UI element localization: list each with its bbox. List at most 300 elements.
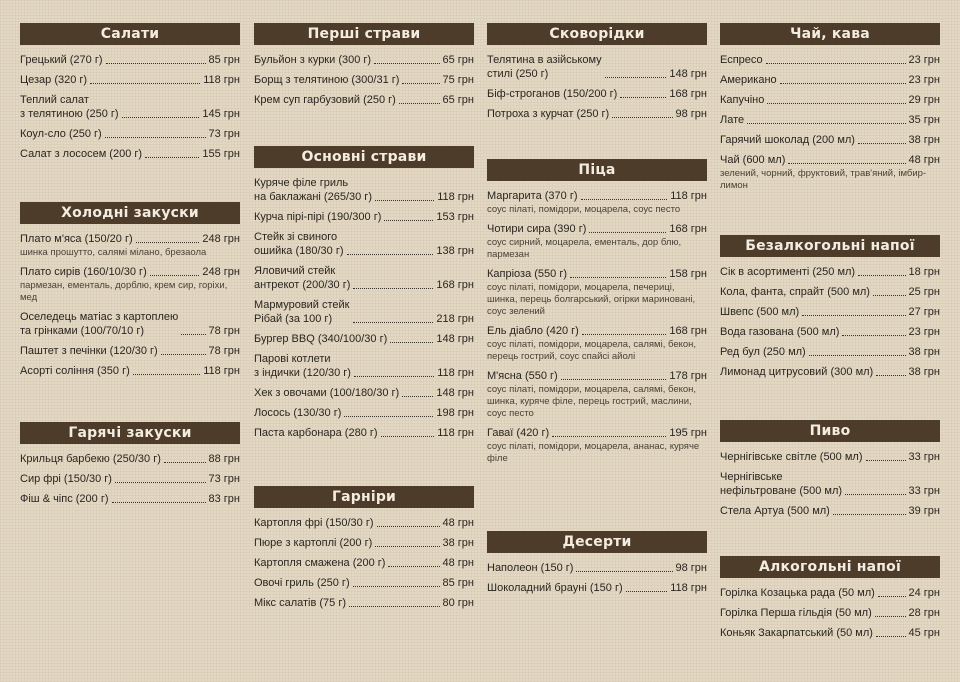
item-price: 153 грн	[436, 211, 474, 223]
dotted-leader	[164, 462, 206, 463]
item-name: Еспресо	[720, 54, 763, 66]
menu-item-row	[720, 93, 940, 107]
item-name	[487, 53, 602, 81]
item-price: 248 грн	[202, 233, 240, 245]
menu-item	[720, 113, 940, 127]
item-price: 38 грн	[908, 366, 940, 378]
menu-item	[720, 73, 940, 87]
section-title: Чай, кава	[720, 23, 940, 45]
menu-item	[20, 310, 240, 338]
item-name	[720, 470, 842, 498]
item-price: 48 грн	[908, 154, 940, 166]
menu-item	[20, 344, 240, 358]
menu-item	[720, 586, 940, 600]
dotted-leader	[344, 416, 433, 417]
menu-item-list	[487, 561, 707, 595]
item-name-line: Рібай (за 100 г)	[254, 313, 333, 325]
item-name-line: Стейк зі свиного	[254, 231, 338, 243]
item-price: 85 грн	[442, 577, 474, 589]
menu-item-row	[254, 406, 474, 420]
menu-item	[720, 325, 940, 339]
menu-item-row	[720, 53, 940, 67]
menu-item-list	[254, 176, 474, 440]
menu-item-row	[20, 364, 240, 378]
section-title: Безалкогольні напої	[720, 235, 940, 257]
item-price: 78 грн	[208, 325, 240, 337]
item-price: 178 грн	[669, 370, 707, 382]
item-price: 38 грн	[908, 346, 940, 358]
menu-item	[20, 265, 240, 304]
menu-item-row	[20, 147, 240, 161]
item-name: Сік в асортименті (250 мл)	[720, 266, 856, 278]
menu-item	[254, 556, 474, 570]
section-title: Піца	[487, 159, 707, 181]
item-price: 29 грн	[908, 94, 940, 106]
dotted-leader	[873, 295, 906, 296]
menu-item-list	[487, 53, 707, 121]
item-description: соус пілаті, помідори, моцарела, печериці, шинка, перець болгарський, огірки мариновані, соус зелений	[487, 282, 696, 317]
dotted-leader	[133, 374, 200, 375]
item-price: 39 грн	[908, 505, 940, 517]
menu-item-row	[720, 305, 940, 319]
item-name: Біф-строганов (150/200 г)	[487, 88, 618, 100]
item-name: Плато сирів (160/10/30 г)	[20, 266, 147, 278]
menu-item	[254, 230, 474, 258]
item-price: 218 грн	[436, 313, 474, 325]
menu-item-row	[720, 586, 940, 600]
menu-item-list	[720, 586, 940, 640]
dotted-leader	[402, 396, 433, 397]
item-price: 38 грн	[442, 537, 474, 549]
item-price: 155 грн	[202, 148, 240, 160]
item-price: 138 грн	[436, 245, 474, 257]
dotted-leader	[766, 63, 906, 64]
menu-item-row	[487, 189, 707, 203]
menu-item-row	[487, 222, 707, 236]
menu-item	[720, 626, 940, 640]
menu-item	[254, 264, 474, 292]
section-bezalk	[720, 235, 940, 385]
dotted-leader	[866, 460, 906, 461]
item-price: 80 грн	[442, 597, 474, 609]
menu-item	[254, 596, 474, 610]
menu-item-list	[20, 452, 240, 506]
dotted-leader	[589, 232, 666, 233]
dotted-leader	[161, 354, 206, 355]
section-title: Салати	[20, 23, 240, 45]
dotted-leader	[381, 436, 435, 437]
dotted-leader	[377, 526, 440, 527]
item-price: 118 грн	[203, 74, 240, 86]
dotted-leader	[576, 571, 672, 572]
dotted-leader	[833, 514, 906, 515]
menu-item-row	[720, 325, 940, 339]
item-price: 118 грн	[437, 427, 474, 439]
menu-item-row	[20, 344, 240, 358]
item-description: соус сирний, моцарела, ементаль, дор блю, пармезан	[487, 237, 682, 260]
section-harniry	[254, 486, 474, 616]
menu-item	[720, 133, 940, 147]
section-skovoridky	[487, 23, 707, 127]
item-price: 118 грн	[203, 365, 240, 377]
menu-item	[720, 606, 940, 620]
menu-item-row	[720, 606, 940, 620]
item-price: 35 грн	[908, 114, 940, 126]
menu-item-row	[487, 561, 707, 575]
section-title: Перші страви	[254, 23, 474, 45]
menu-item	[254, 176, 474, 204]
item-price: 65 грн	[442, 94, 474, 106]
section-kholodni	[20, 202, 240, 384]
item-price: 168 грн	[669, 223, 707, 235]
item-name-line: з телятиною (250 г)	[20, 108, 119, 120]
item-price: 78 грн	[208, 345, 240, 357]
item-description: шинка прошутто, салямі мілано, брезаола	[20, 247, 207, 258]
menu-item-row	[20, 93, 240, 121]
item-name: М'ясна (550 г)	[487, 370, 558, 382]
item-price: 73 грн	[208, 473, 240, 485]
item-price: 148 грн	[669, 68, 707, 80]
menu-item	[254, 298, 474, 326]
item-name-line: антрекот (200/30 г)	[254, 279, 351, 291]
section-alk	[720, 556, 940, 646]
item-name: Овочі гриль (250 г)	[254, 577, 350, 589]
item-description: соус пілаті, помідори, моцарела, соус песто	[487, 204, 681, 215]
dotted-leader	[802, 315, 905, 316]
dotted-leader	[112, 502, 206, 503]
item-price: 118 грн	[437, 191, 474, 203]
dotted-leader	[845, 494, 905, 495]
menu-item	[720, 450, 940, 464]
menu-item	[487, 189, 707, 216]
menu-item	[487, 369, 707, 420]
dotted-leader	[354, 376, 434, 377]
item-name	[20, 93, 119, 121]
item-price: 98 грн	[675, 562, 707, 574]
menu-item-row	[720, 450, 940, 464]
item-price: 48 грн	[442, 557, 474, 569]
item-price: 45 грн	[908, 627, 940, 639]
dotted-leader	[767, 103, 905, 104]
menu-item-row	[487, 369, 707, 383]
menu-item-row	[720, 285, 940, 299]
menu-item-row	[20, 127, 240, 141]
dotted-leader	[620, 97, 666, 98]
item-price: 23 грн	[908, 74, 940, 86]
item-name-line: Куряче філе гриль	[254, 177, 349, 189]
item-price: 23 грн	[908, 326, 940, 338]
item-name: Коньяк Закарпатський (50 мл)	[720, 627, 873, 639]
menu-item	[254, 93, 474, 107]
menu-item-row	[487, 107, 707, 121]
menu-item-list	[720, 265, 940, 379]
item-name: Стела Артуа (500 мл)	[720, 505, 830, 517]
item-name-line: Мармуровий стейк	[254, 299, 350, 311]
menu-item-row	[487, 267, 707, 281]
menu-item	[20, 93, 240, 121]
menu-item-row	[20, 265, 240, 279]
item-name: Чернігівське світле (500 мл)	[720, 451, 863, 463]
menu-item	[487, 87, 707, 101]
item-name-line: Парові котлети	[254, 353, 331, 365]
item-price: 48 грн	[442, 517, 474, 529]
menu-item-row	[254, 352, 474, 380]
section-osnovni	[254, 146, 474, 446]
dotted-leader	[136, 242, 200, 243]
dotted-leader	[145, 157, 199, 158]
item-description: соус пілаті, помідори, моцарела, салямі, бекон, шинка, куряче філе, перець гострий, маслини, соус песто	[487, 384, 697, 419]
item-name: Сир фрі (150/30 г)	[20, 473, 112, 485]
menu-item-row	[254, 298, 474, 326]
menu-item-row	[720, 133, 940, 147]
dotted-leader	[390, 342, 433, 343]
item-name: Асорті соління (350 г)	[20, 365, 130, 377]
item-price: 118 грн	[670, 190, 707, 202]
menu-item	[254, 536, 474, 550]
item-description: соус пілаті, помідори, моцарела, ананас, куряче філе	[487, 441, 700, 464]
menu-item	[254, 332, 474, 346]
menu-item	[254, 352, 474, 380]
menu-item-row	[20, 472, 240, 486]
section-pyvo	[720, 420, 940, 524]
item-name-line: стилі (250 г)	[487, 68, 549, 80]
item-price: 158 грн	[669, 268, 707, 280]
item-price: 83 грн	[208, 493, 240, 505]
dotted-leader	[582, 334, 667, 335]
dotted-leader	[181, 334, 205, 335]
menu-item	[487, 222, 707, 261]
menu-item-row	[720, 345, 940, 359]
item-name-line: на баклажані (265/30 г)	[254, 191, 372, 203]
menu-item-row	[720, 113, 940, 127]
item-name-line: Оселедець матіас з картоплею	[20, 311, 179, 323]
menu-item	[720, 504, 940, 518]
item-name: Гарячий шоколад (200 мл)	[720, 134, 855, 146]
dotted-leader	[858, 275, 905, 276]
item-name: Борщ з телятиною (300/31 г)	[254, 74, 400, 86]
menu-item	[20, 232, 240, 259]
item-name	[254, 230, 344, 258]
item-price: 168 грн	[436, 279, 474, 291]
item-name-line: та грінками (100/70/10 г)	[20, 325, 145, 337]
item-description: зелений, чорний, фруктовий, трав'яний, імбир-лимон	[720, 168, 927, 191]
item-price: 28 грн	[908, 607, 940, 619]
item-name-line: нефільтроване (500 мл)	[720, 485, 843, 497]
item-price: 118 грн	[437, 367, 474, 379]
menu-item-row	[720, 365, 940, 379]
menu-item-row	[720, 504, 940, 518]
dotted-leader	[842, 335, 905, 336]
item-name: Бургер BBQ (340/100/30 г)	[254, 333, 388, 345]
dotted-leader	[375, 546, 439, 547]
menu-item	[720, 365, 940, 379]
item-price: 33 грн	[908, 485, 940, 497]
dotted-leader	[402, 83, 439, 84]
item-name: Кола, фанта, спрайт (500 мл)	[720, 286, 870, 298]
menu-item-row	[254, 386, 474, 400]
dotted-leader	[788, 163, 905, 164]
menu-item-row	[487, 324, 707, 338]
item-price: 85 грн	[208, 54, 240, 66]
item-name: Швепс (500 мл)	[720, 306, 800, 318]
menu-item-row	[254, 176, 474, 204]
item-name: Курча пірі-пірі (190/300 г)	[254, 211, 382, 223]
dotted-leader	[105, 137, 206, 138]
menu-item-row	[254, 210, 474, 224]
menu-item-row	[487, 87, 707, 101]
menu-item	[487, 53, 707, 81]
menu-item-row	[20, 310, 240, 338]
menu-item-list	[20, 53, 240, 161]
item-price: 75 грн	[442, 74, 474, 86]
item-name-line: Чернігівське	[720, 471, 783, 483]
item-name	[254, 264, 350, 292]
section-title: Холодні закуски	[20, 202, 240, 224]
dotted-leader	[349, 606, 439, 607]
menu-item-row	[254, 93, 474, 107]
dotted-leader	[399, 103, 440, 104]
menu-item	[487, 426, 707, 465]
menu-item-list	[254, 516, 474, 610]
item-price: 168 грн	[669, 88, 707, 100]
dotted-leader	[780, 83, 906, 84]
menu-item-row	[254, 596, 474, 610]
item-name: Паштет з печінки (120/30 г)	[20, 345, 158, 357]
item-name: Горілка Козацька рада (50 мл)	[720, 587, 875, 599]
menu-item-row	[487, 426, 707, 440]
dotted-leader	[375, 200, 434, 201]
dotted-leader	[552, 436, 666, 437]
item-name: Американо	[720, 74, 777, 86]
dotted-leader	[384, 220, 433, 221]
menu-item-row	[254, 536, 474, 550]
section-pershi	[254, 23, 474, 113]
menu-item	[254, 406, 474, 420]
menu-item-list	[487, 189, 707, 465]
item-name: Потроха з курчат (250 г)	[487, 108, 610, 120]
item-price: 198 грн	[436, 407, 474, 419]
menu-item-list	[720, 450, 940, 518]
menu-item	[487, 561, 707, 575]
dotted-leader	[875, 616, 906, 617]
dotted-leader	[626, 591, 668, 592]
section-title: Десерти	[487, 531, 707, 553]
menu-item	[20, 364, 240, 378]
menu-item	[487, 107, 707, 121]
item-price: 195 грн	[669, 427, 707, 439]
item-name: Фіш & чіпс (200 г)	[20, 493, 109, 505]
item-price: 73 грн	[208, 128, 240, 140]
item-name: Лосось (130/30 г)	[254, 407, 342, 419]
menu-item	[720, 53, 940, 67]
item-name: Цезар (320 г)	[20, 74, 88, 86]
menu-item-row	[254, 426, 474, 440]
menu-item	[720, 93, 940, 107]
menu-item	[20, 147, 240, 161]
section-title: Гарніри	[254, 486, 474, 508]
item-price: 148 грн	[436, 387, 474, 399]
menu-item-row	[254, 230, 474, 258]
dotted-leader	[605, 77, 667, 78]
item-price: 18 грн	[908, 266, 940, 278]
item-name: Наполеон (150 г)	[487, 562, 574, 574]
menu-item-row	[20, 73, 240, 87]
menu-item-row	[254, 556, 474, 570]
menu-item-row	[720, 470, 940, 498]
item-price: 27 грн	[908, 306, 940, 318]
menu-item-row	[720, 626, 940, 640]
item-name: Грецький (270 г)	[20, 54, 103, 66]
item-name: Лимонад цитрусовий (300 мл)	[720, 366, 874, 378]
item-name: Капучіно	[720, 94, 765, 106]
section-deserty	[487, 531, 707, 601]
item-name: Капріоза (550 г)	[487, 268, 568, 280]
menu-item-row	[20, 452, 240, 466]
item-name-line: ошийка (180/30 г)	[254, 245, 344, 257]
menu-item-row	[20, 232, 240, 246]
dotted-leader	[122, 117, 200, 118]
menu-item-row	[487, 581, 707, 595]
item-price: 168 грн	[669, 325, 707, 337]
item-description: пармезан, ементаль, дорблю, крем сир, горіхи, мед	[20, 280, 228, 303]
item-price: 23 грн	[908, 54, 940, 66]
item-price: 248 грн	[202, 266, 240, 278]
section-title: Гарячі закуски	[20, 422, 240, 444]
item-name: Картопля смажена (200 г)	[254, 557, 386, 569]
section-chai	[720, 23, 940, 198]
dotted-leader	[374, 63, 439, 64]
menu-item	[254, 516, 474, 530]
section-hariachi	[20, 422, 240, 512]
menu-item	[720, 265, 940, 279]
item-name: Картопля фрі (150/30 г)	[254, 517, 374, 529]
menu-item	[254, 53, 474, 67]
menu-item	[254, 73, 474, 87]
item-name-line: Телятина в азійському	[487, 54, 602, 66]
item-price: 24 грн	[908, 587, 940, 599]
menu-item	[720, 285, 940, 299]
item-name: Маргарита (370 г)	[487, 190, 578, 202]
menu-item	[20, 127, 240, 141]
item-name: Чотири сира (390 г)	[487, 223, 587, 235]
item-name-line: Яловичий стейк	[254, 265, 336, 277]
menu-item-row	[254, 332, 474, 346]
dotted-leader	[106, 63, 206, 64]
menu-item	[720, 153, 940, 192]
menu-item-row	[720, 73, 940, 87]
item-price: 25 грн	[908, 286, 940, 298]
dotted-leader	[809, 355, 906, 356]
item-price: 38 грн	[908, 134, 940, 146]
dotted-leader	[115, 482, 206, 483]
menu-item-row	[254, 264, 474, 292]
menu-item-row	[254, 73, 474, 87]
item-name-line: Теплий салат	[20, 94, 89, 106]
dotted-leader	[747, 123, 905, 124]
section-pitsa	[487, 159, 707, 471]
item-name: Хек з овочами (100/180/30 г)	[254, 387, 400, 399]
section-title: Пиво	[720, 420, 940, 442]
item-name: Горілка Перша гільдія (50 мл)	[720, 607, 872, 619]
item-name: Коул-сло (250 г)	[20, 128, 102, 140]
item-name: Паста карбонара (280 г)	[254, 427, 378, 439]
menu-item	[20, 472, 240, 486]
item-name: Плато м'яса (150/20 г)	[20, 233, 133, 245]
menu-item	[20, 53, 240, 67]
dotted-leader	[570, 277, 666, 278]
menu-item	[487, 581, 707, 595]
section-title: Алкогольні напої	[720, 556, 940, 578]
